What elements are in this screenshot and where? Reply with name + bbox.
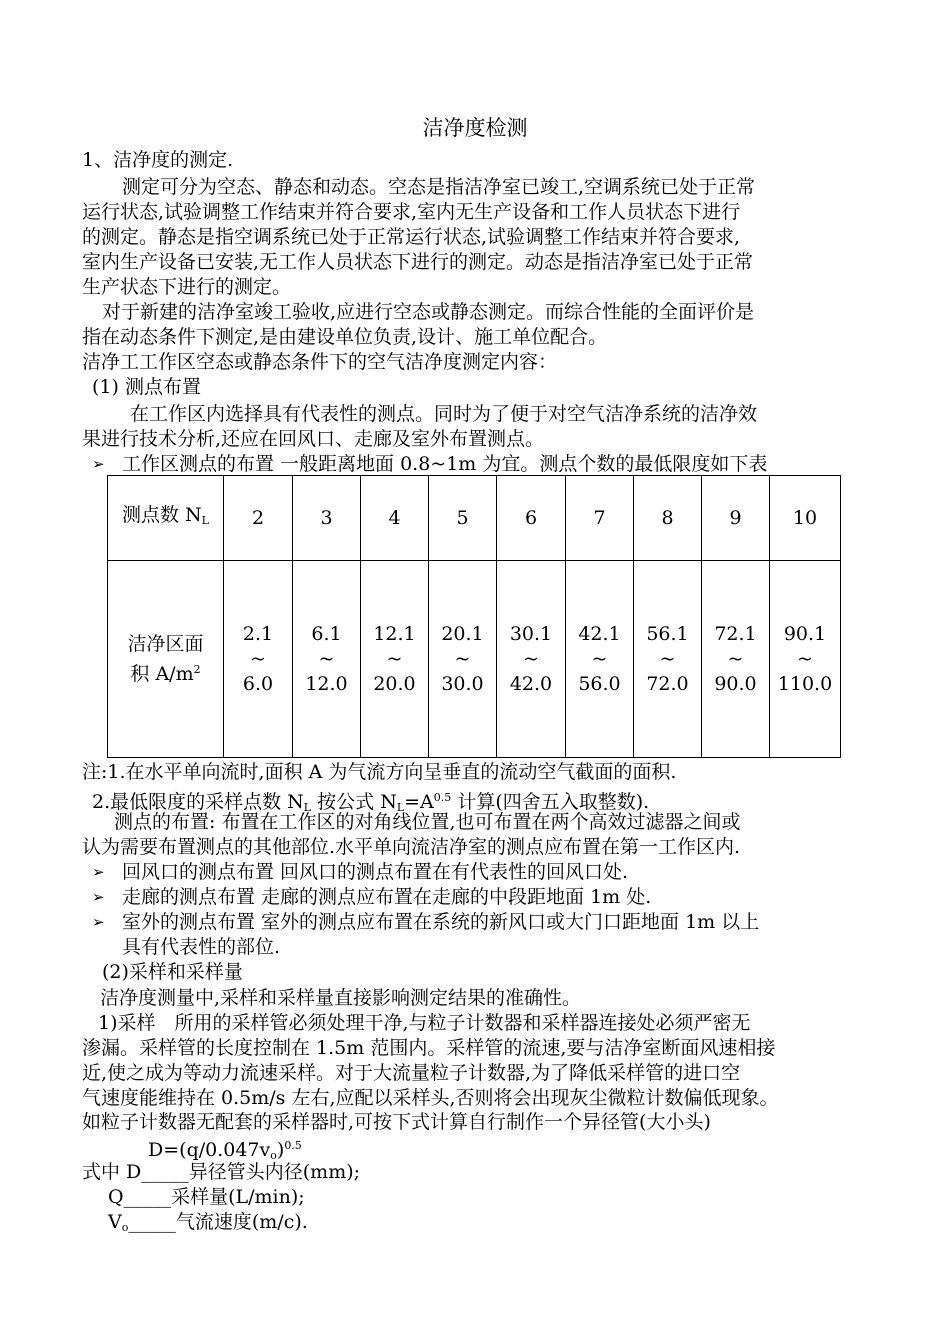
- bullet-arrow-icon: ➢: [92, 888, 105, 906]
- note-line: 注:1.在水平单向流时,面积 A 为气流方向呈垂直的流动空气截面的面积.: [82, 761, 677, 783]
- table-cell: 90.1 ~ 110.0: [770, 561, 841, 758]
- sampling-points-table: [107, 475, 841, 758]
- table-cell: 30.1 ~ 42.0: [497, 561, 566, 758]
- table-cell: 10: [770, 476, 841, 561]
- table-cell: 72.1 ~ 90.0: [702, 561, 770, 758]
- paragraph-line: 的测定。静态是指空调系统已处于正常运行状态,试验调整工作结束并符合要求,: [82, 226, 741, 248]
- bullet-item-cont: 具有代表性的部位.: [122, 936, 281, 958]
- paragraph-line: 工作区测点的布置 一般距离地面 0.8~1m 为宜。测点个数的最低限度如下表: [122, 453, 768, 475]
- table-cell: 9: [702, 476, 770, 561]
- paragraph-line: 指在动态条件下测定,是由建设单位负责,设计、施工单位配合。: [82, 326, 608, 348]
- table-cell: 4: [361, 476, 429, 561]
- paragraph-line: 近,使之成为等动力流速采样。对于大流量粒子计数器,为了降低采样管的进口空: [82, 1062, 741, 1084]
- subsection-heading: (2)采样和采样量: [102, 961, 243, 983]
- table-cell: 5: [429, 476, 497, 561]
- paragraph-line: 如粒子计数器无配套的采样器时,可按下式计算自行制作一个异径管(大小头): [82, 1111, 711, 1133]
- note-line: 2.最低限度的采样点数 $N_L$ 按公式 $N_L=A^{0.5}$ 计算(四舍五入取整数).: [92, 791, 650, 814]
- paragraph-line: 运行状态,试验调整工作结束并符合要求,室内无生产设备和工作人员状态下进行: [82, 201, 741, 223]
- bullet-arrow-icon: ➢: [92, 863, 105, 881]
- subsection-heading: (1) 测点布置: [92, 376, 201, 398]
- bullet-arrow-icon: ➢: [92, 913, 105, 931]
- section-heading-1: 1、洁净度的测定.: [82, 149, 234, 171]
- page-title: 洁净度检测: [422, 116, 528, 140]
- table-cell: 20.1 ~ 30.0: [429, 561, 497, 758]
- bullet-item: 室外的测点布置 室外的测点应布置在系统的新风口或大门口距地面 1m 以上: [122, 911, 760, 933]
- bullet-item: 回风口的测点布置 回风口的测点布置在有代表性的回风口处.: [122, 861, 629, 883]
- paragraph-line: 1)采样 所用的采样管必须处理干净,与粒子计数器和采样器连接处必须严密无: [98, 1012, 751, 1034]
- table-cell: 42.1 ~ 56.0: [566, 561, 634, 758]
- paragraph-line: 测定可分为空态、静态和动态。空态是指洁净室已竣工,空调系统已处于正常: [122, 176, 756, 198]
- table-cell: 7: [566, 476, 634, 561]
- formula: $D=(q/0.047v_o)^{0.5}$: [148, 1139, 302, 1162]
- formula-legend: 式中 D_____异径管头内径(mm);: [82, 1161, 361, 1183]
- table-cell: 12.1 ~ 20.0: [361, 561, 429, 758]
- table-row: [108, 561, 841, 758]
- table-cell: 56.1 ~ 72.0: [634, 561, 702, 758]
- paragraph-line: 对于新建的洁净室竣工验收,应进行空态或静态测定。而综合性能的全面评价是: [102, 301, 755, 323]
- paragraph-line: 果进行技术分析,还应在回风口、走廊及室外布置测点。: [82, 428, 545, 450]
- table-row: [108, 476, 841, 561]
- paragraph-line: 生产状态下进行的测定。: [82, 276, 292, 298]
- table-cell: 2: [224, 476, 293, 561]
- paragraph-line: 洁净工工作区空态或静态条件下的空气洁净度测定内容：: [82, 351, 558, 373]
- paragraph-line: 认为需要布置测点的其他部位.水平单向流洁净室的测点应布置在第一工作区内.: [82, 836, 741, 858]
- paragraph-line: 室内生产设备已安装,无工作人员状态下进行的测定。动态是指洁净室已处于正常: [82, 251, 754, 273]
- row-header-points: 测点数 $N_L$: [108, 476, 224, 561]
- row-header-area: 洁净区面 积 $A/m^2$: [108, 561, 224, 758]
- table-cell: 2.1 ~ 6.0: [224, 561, 293, 758]
- bullet-item: 走廊的测点布置 走廊的测点应布置在走廊的中段距地面 1m 处.: [122, 886, 652, 908]
- bullet-arrow-icon: ➢: [92, 455, 105, 473]
- table-cell: 3: [293, 476, 361, 561]
- paragraph-line: 渗漏。采样管的长度控制在 1.5m 范围内。采样管的流速,要与洁净室断面风速相接: [82, 1037, 776, 1059]
- formula-legend: $V_o\_\_\_\_\_$气流速度(m/c).: [108, 1211, 308, 1234]
- paragraph-line: 测点的布置: 布置在工作区的对角线位置,也可布置在两个高效过滤器之间或: [114, 811, 741, 833]
- table-cell: 6: [497, 476, 566, 561]
- paragraph-line: 洁净度测量中,采样和采样量直接影响测定结果的准确性。: [100, 987, 582, 1009]
- formula-legend: Q_____采样量(L/min);: [108, 1186, 305, 1208]
- paragraph-line: 气速度能维持在 0.5m/s 左右,应配以采样头,否则将会出现灰尘微粒计数偏低现象。: [82, 1087, 779, 1109]
- paragraph-line: 在工作区内选择具有代表性的测点。同时为了便于对空气洁净系统的洁净效: [130, 403, 758, 425]
- table-cell: 6.1 ~ 12.0: [293, 561, 361, 758]
- table-cell: 8: [634, 476, 702, 561]
